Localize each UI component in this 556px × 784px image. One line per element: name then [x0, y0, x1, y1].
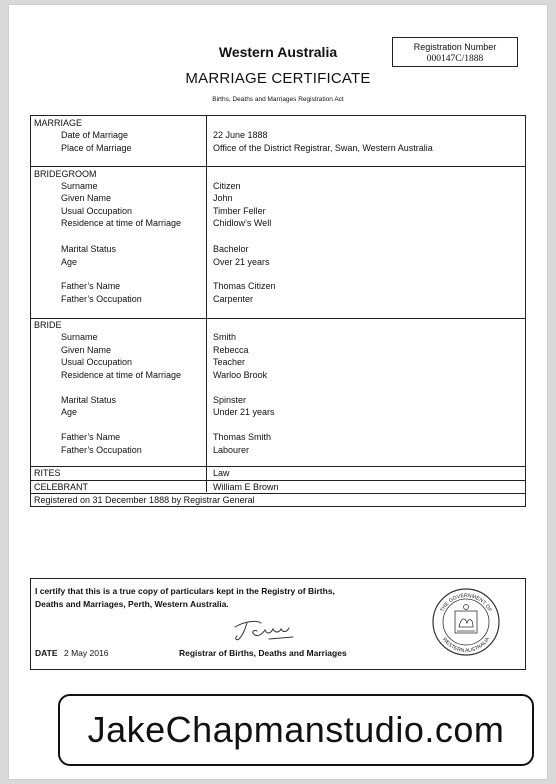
details-table [30, 115, 526, 507]
bride-father-name-label: Father’s Name [61, 432, 121, 442]
bride-father-occupation-label: Father’s Occupation [61, 445, 142, 455]
bridegroom-father-name-value: Thomas Citizen [213, 281, 276, 291]
registration-number-label: Registration Number [413, 42, 497, 52]
bridegroom-father-occupation-label: Father’s Occupation [61, 294, 142, 304]
watermark-banner: JakeChapmanstudio.com [58, 694, 534, 766]
bridegroom-marital-status-label: Marital Status [61, 244, 117, 254]
government-seal [431, 587, 501, 659]
act-subtitle: Births, Deaths and Marriages Registration Act [212, 96, 344, 103]
bride-marital-status-label: Marital Status [61, 395, 117, 405]
bride-age-value: Under 21 years [213, 407, 275, 417]
svg-text:WESTERN AUSTRALIA: WESTERN AUSTRALIA [440, 636, 492, 655]
bridegroom-marital-status-value: Bachelor [213, 244, 249, 254]
bridegroom-heading: BRIDEGROOM [34, 169, 97, 179]
bride-father-occupation-value: Labourer [213, 445, 250, 455]
certificate-title: MARRIAGE CERTIFICATE [185, 70, 371, 87]
marriage-place-label: Place of Marriage [61, 143, 132, 153]
bridegroom-age-value: Over 21 years [213, 257, 270, 267]
celebrant-value: William E Brown [213, 482, 279, 492]
section-divider [31, 166, 525, 167]
bride-father-name-value: Thomas Smith [213, 432, 272, 442]
bride-residence-label: Residence at time of Marriage [61, 370, 182, 380]
certification-statement: I certify that this is a true copy of particulars kept in the Registry of Births, Deaths and Marriages, Perth, Western Australia. [35, 586, 335, 609]
marriage-place-value: Office of the District Registrar, Swan, Western Australia [213, 143, 433, 153]
date-label: DATE [35, 648, 58, 658]
bride-given-name-value: Rebecca [213, 345, 249, 355]
date-value: 2 May 2016 [64, 648, 109, 658]
bride-residence-value: Warloo Brook [213, 370, 268, 380]
registration-number: 000147C/1888 [426, 54, 484, 64]
registrar-signature [231, 617, 301, 645]
bride-age-label: Age [61, 407, 78, 417]
marriage-date-label: Date of Marriage [61, 130, 129, 140]
svg-text:THE GOVERNMENT OF: THE GOVERNMENT OF [439, 593, 493, 613]
bridegroom-given-name-value: John [213, 193, 233, 203]
bridegroom-residence-label: Residence at time of Marriage [61, 218, 182, 228]
bride-surname-value: Smith [213, 332, 237, 342]
registered-note: Registered on 31 December 1888 by Registrar General [34, 495, 255, 505]
bridegroom-age-label: Age [61, 257, 78, 267]
marriage-heading: MARRIAGE [34, 118, 83, 128]
section-divider [31, 318, 525, 319]
rites-label: RITES [34, 468, 61, 478]
bridegroom-surname-value: Citizen [213, 181, 241, 191]
registrar-title: Registrar of Births, Deaths and Marriages [179, 648, 347, 658]
bride-occupation-value: Teacher [213, 357, 246, 367]
bridegroom-occupation-value: Timber Feller [213, 206, 266, 216]
bride-surname-label: Surname [61, 332, 98, 342]
bridegroom-occupation-label: Usual Occupation [61, 206, 133, 216]
column-divider [206, 116, 207, 492]
marriage-date-value: 22 June 1888 [213, 130, 268, 140]
celebrant-label: CELEBRANT [34, 482, 89, 492]
bride-marital-status-value: Spinster [213, 395, 247, 405]
certification-box [30, 578, 526, 670]
section-divider [31, 466, 525, 467]
bridegroom-residence-value: Chidlow’s Well [213, 218, 272, 228]
bridegroom-surname-label: Surname [61, 181, 98, 191]
rites-value: Law [213, 468, 230, 478]
bridegroom-father-name-label: Father’s Name [61, 281, 121, 291]
state-title: Western Australia [218, 44, 338, 60]
bridegroom-father-occupation-value: Carpenter [213, 294, 254, 304]
bridegroom-given-name-label: Given Name [61, 193, 112, 203]
bride-occupation-label: Usual Occupation [61, 357, 133, 367]
bride-heading: BRIDE [34, 320, 62, 330]
bride-given-name-label: Given Name [61, 345, 112, 355]
